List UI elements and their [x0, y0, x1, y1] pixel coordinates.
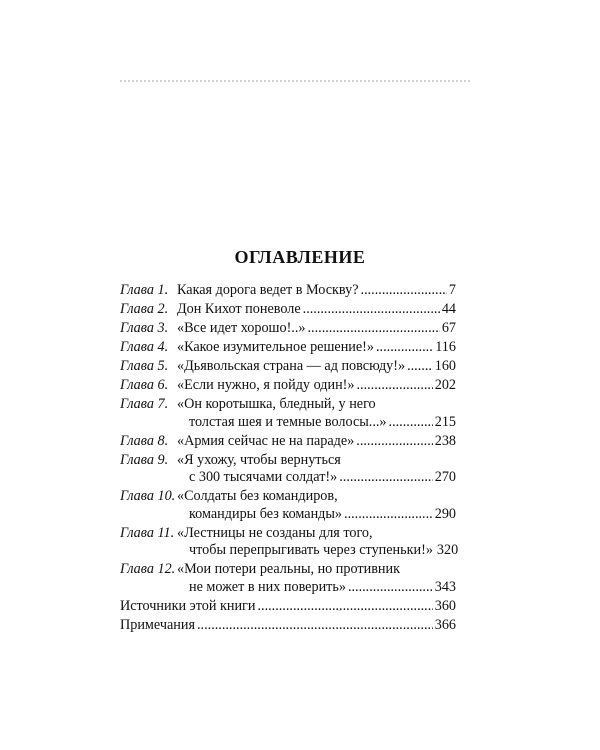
entry-title: «Если нужно, я пойду один!»	[177, 377, 355, 393]
leader-dots	[348, 579, 433, 597]
leader-dots	[339, 469, 432, 487]
chapter-label: Глава 7.	[120, 396, 169, 412]
entry-title: «Армия сейчас не на параде»	[177, 432, 355, 449]
leader-dots	[257, 598, 432, 616]
page-number: 67	[441, 320, 456, 336]
chapter-label: Глава 3.	[120, 320, 169, 336]
toc-entry-sources[interactable]	[120, 598, 456, 616]
page-number: 116	[435, 339, 456, 355]
header-rule	[120, 80, 470, 82]
chapter-label: Глава 2.	[120, 301, 169, 317]
toc-entry[interactable]	[120, 358, 456, 376]
entry-title-continued: командиры без команды»	[189, 505, 343, 522]
entry-title: «Все идет хорошо!..»	[177, 320, 306, 336]
page-number: 320	[436, 542, 459, 558]
entry-title-continued: не может в них поверить»	[189, 578, 346, 595]
chapter-label: Глава 6.	[120, 377, 169, 393]
leader-dots	[376, 339, 433, 357]
toc-entry[interactable]	[120, 561, 456, 596]
table-of-contents	[120, 282, 459, 636]
page-number: 202	[434, 377, 456, 393]
leader-dots	[389, 414, 433, 432]
page-number: 366	[434, 616, 456, 633]
entry-title: «Дьявольская страна — ад повсюду!»	[177, 358, 406, 374]
page-number: 270	[434, 469, 456, 485]
entry-title: «Какое изумительное решение!»	[177, 339, 374, 355]
chapter-label: Глава 9.	[120, 451, 169, 468]
toc-entry[interactable]	[120, 396, 456, 431]
entry-title-continued: с 300 тысячами солдат!»	[189, 469, 338, 485]
chapter-label: Глава 1.	[120, 282, 169, 298]
page-number: 238	[434, 432, 456, 449]
leader-dots	[356, 433, 432, 451]
leader-dots	[407, 358, 433, 376]
page-title: ОГЛАВЛЕНИЕ	[234, 247, 366, 267]
page-number: 290	[434, 505, 456, 522]
chapter-label: Глава 4.	[120, 339, 169, 355]
entry-title: «Он коротышка, бледный, у него	[177, 396, 376, 412]
toc-entry[interactable]	[120, 433, 456, 451]
entry-title: Примечания	[120, 616, 195, 633]
chapter-label: Глава 8.	[120, 432, 169, 449]
entry-title: «Лестницы не созданы для того,	[177, 524, 373, 541]
page-number: 7	[448, 282, 456, 298]
leader-dots	[308, 320, 440, 338]
toc-entry-notes[interactable]	[120, 617, 456, 635]
entry-title: «Мои потери реальны, но противник	[177, 561, 400, 577]
entry-title: «Я ухожу, чтобы вернуться	[177, 451, 341, 468]
leader-dots	[356, 377, 432, 395]
chapter-label: Глава 12.	[120, 561, 176, 577]
toc-entry[interactable]	[120, 320, 456, 338]
toc-entry[interactable]	[120, 524, 459, 560]
leader-dots	[344, 506, 433, 524]
entry-title-continued: толстая шея и темные волосы...»	[189, 413, 387, 430]
page-number: 160	[434, 358, 456, 374]
scan-speck	[338, 610, 341, 611]
chapter-label: Глава 10.	[120, 488, 176, 504]
toc-entry[interactable]	[120, 452, 456, 487]
page-number: 360	[434, 597, 456, 614]
toc-entry[interactable]	[120, 282, 456, 300]
chapter-label: Глава 11.	[120, 524, 175, 541]
toc-entry[interactable]	[120, 339, 456, 357]
leader-dots	[303, 301, 440, 319]
toc-entry[interactable]	[120, 488, 456, 523]
leader-dots	[197, 617, 433, 635]
entry-title: «Солдаты без командиров,	[177, 488, 338, 504]
page-number: 343	[434, 578, 456, 595]
entry-title-continued: чтобы перепрыгивать через ступеньки!»	[189, 542, 433, 558]
entry-title: Источники этой книги	[120, 597, 256, 614]
toc-entry[interactable]	[120, 301, 456, 319]
page-number: 215	[434, 413, 456, 430]
leader-dots	[361, 282, 447, 300]
entry-title: Дон Кихот поневоле	[177, 301, 301, 317]
entry-title: Какая дорога ведет в Москву?	[177, 282, 359, 298]
chapter-label: Глава 5.	[120, 358, 169, 374]
toc-entry[interactable]	[120, 377, 456, 395]
page-number: 44	[441, 301, 456, 317]
